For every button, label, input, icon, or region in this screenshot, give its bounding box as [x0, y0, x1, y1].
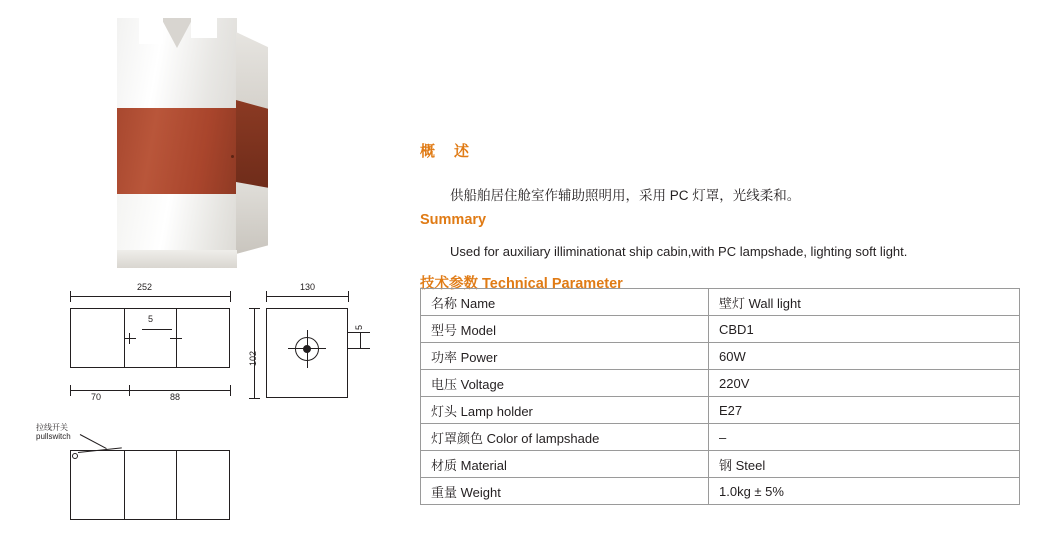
table-row: [421, 478, 1020, 505]
param-label: 灯罩颜色 Color of lampshade: [421, 424, 709, 451]
overview-paragraph-cn: 供船舶居住舱室作辅助照明用，采用 PC 灯罩，光线柔和。: [450, 187, 801, 203]
param-value: –: [709, 424, 1020, 451]
side-view-small-dim-line: [360, 332, 361, 348]
front-view-bottom-tick-3: [230, 385, 231, 396]
table-row: [421, 451, 1020, 478]
front-view-width-label: 252: [137, 282, 153, 292]
side-view-small-label: 5: [354, 324, 364, 330]
table-row: [421, 316, 1020, 343]
param-label: 名称 Name: [421, 289, 709, 316]
side-view-dim-tick-right: [348, 291, 349, 302]
summary-title-en: Summary: [420, 212, 487, 229]
pullswitch-label-cn: 拉线开关: [36, 423, 68, 432]
param-value: E27: [709, 397, 1020, 424]
side-view-height-label: 102: [248, 350, 258, 366]
param-label: 型号 Model: [421, 316, 709, 343]
param-value: 钢 Steel: [709, 451, 1020, 478]
pullswitch-leader-line: [80, 434, 107, 449]
summary-paragraph-en: Used for auxiliary illiminationat ship cabin,with PC lampshade, lighting soft light.: [450, 244, 908, 259]
left-illustration-column: [0, 0, 400, 548]
right-text-column: [420, 0, 1020, 548]
side-view-width-label: 130: [300, 282, 316, 292]
front-view-bottom-tick-1: [70, 385, 71, 396]
side-view-small-lead-2: [348, 348, 370, 349]
side-view-height-tick-top: [249, 308, 260, 309]
bottom-view-divider-left: [124, 450, 125, 520]
param-value: 1.0kg ± 5%: [709, 478, 1020, 505]
front-view-dim-right-label: 88: [170, 392, 181, 402]
side-view-dim-line: [266, 296, 348, 297]
param-label: 重量 Weight: [421, 478, 709, 505]
side-view-dim-tick-left: [266, 291, 267, 302]
front-view-dim-left-label: 70: [91, 392, 102, 402]
technical-parameter-table: [420, 288, 1020, 505]
param-label: 材质 Material: [421, 451, 709, 478]
param-value: 60W: [709, 343, 1020, 370]
lamp-screw-dot: [231, 155, 234, 158]
parameter-section-title: 技术参数 Technical Parameter: [420, 276, 623, 293]
param-label: 电压 Voltage: [421, 370, 709, 397]
front-view-inner-dim-label: 5: [148, 314, 154, 324]
overview-title-cn: 概 述: [420, 143, 472, 161]
lamp-bottom-bevel: [117, 250, 237, 268]
table-row: [421, 397, 1020, 424]
lamp-top-notch-right: [191, 18, 217, 38]
param-value: 壁灯 Wall light: [709, 289, 1020, 316]
table-row: [421, 343, 1020, 370]
lamp-center-band: [117, 108, 237, 196]
bottom-view-divider-right: [176, 450, 177, 520]
front-view-dim-line: [70, 296, 230, 297]
front-view-bottom-dim-line: [70, 390, 230, 391]
table-row: [421, 370, 1020, 397]
side-view-small-lead-1: [348, 332, 370, 333]
front-view-center-mark-h1: [124, 338, 136, 339]
front-view-bottom-tick-2: [129, 385, 130, 396]
bottom-view-outline: [70, 450, 230, 520]
lamp-bottom-side: [236, 182, 268, 254]
front-view-center-mark-v1: [129, 333, 130, 344]
pullswitch-label-en: pullswitch: [36, 432, 71, 441]
front-view-inner-dim-line: [142, 329, 172, 330]
param-value: 220V: [709, 370, 1020, 397]
wall-light-illustration: [95, 10, 300, 275]
technical-drawings: [0, 282, 400, 548]
table-row: [421, 424, 1020, 451]
lamp-top-notch-left: [139, 18, 163, 44]
front-view-dim-tick-left: [70, 291, 71, 302]
bottom-view-switch-circle: [72, 453, 78, 459]
param-label: 功率 Power: [421, 343, 709, 370]
lamp-center-band-side: [236, 100, 268, 188]
param-value: CBD1: [709, 316, 1020, 343]
side-view-center-v: [307, 330, 308, 368]
front-view-dim-tick-right: [230, 291, 231, 302]
product-photo: [95, 10, 300, 275]
table-row: [421, 289, 1020, 316]
param-label: 灯头 Lamp holder: [421, 397, 709, 424]
front-view-center-mark-v2: [176, 333, 177, 344]
side-view-height-tick-bottom: [249, 398, 260, 399]
